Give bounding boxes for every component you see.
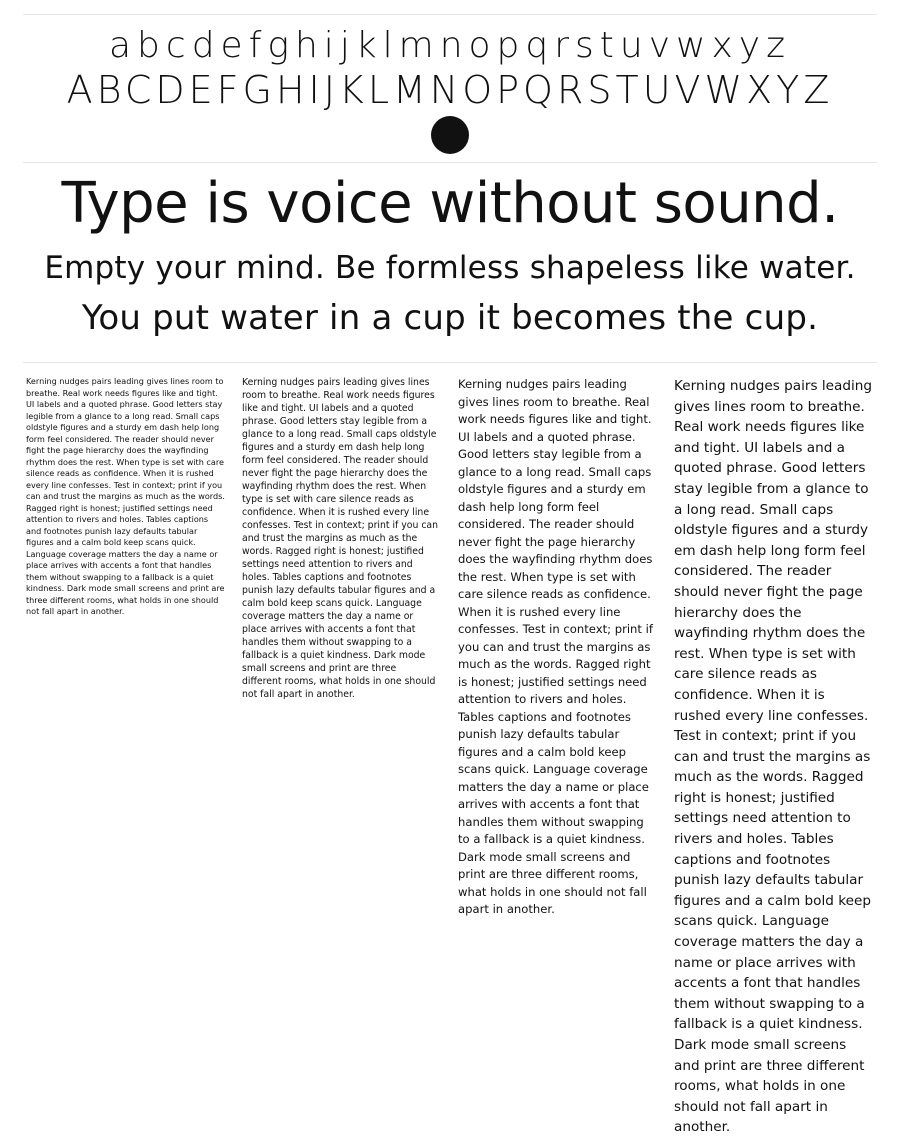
body-text-column-small: Kerning nudges pairs leading gives lines room to breathe. Real work needs figures like and tight. UI labels and a quoted phrase. Good letters stay legible from a glance to a long read. Small caps oldstyle figures and a sturdy em dash help long form feel considered. The reader should never fight the page hierarchy does the wayfinding rhythm does the rest. When type is set with care silence reads as confidence. When it is rushed every line confesses. Test in context; print if you can and trust the margins as much as the words. Ragged right is honest; justified settings need attention to rivers and holes. Tables captions and footnotes punish lazy defaults tabular figures and a calm bold keep scans quick. Language coverage matters the day a name or place arrives with accents a font that handles them without swapping to a fallback is a quiet kindness. Dark mode small screens and print are three different rooms, what holds in one should not fall apart in another. — [26, 376, 225, 616]
display-line-1: Type is voice without sound. — [61, 171, 839, 236]
bullet-dot-icon — [431, 116, 469, 154]
uppercase-alphabet: ABCDEFGHIJKLMNOPQRSTUVWXYZ — [66, 68, 834, 112]
divider-middle — [23, 162, 877, 163]
body-text-column-xlarge: Kerning nudges pairs leading gives lines room to breathe. Real work needs figures like and tight. UI labels and a quoted phrase. Good letters stay legible from a glance to a long read. Small caps oldstyle figures and a sturdy em dash help long form feel considered. The reader should never fight the page hierarchy does the wayfinding rhythm does the rest. When type is set with care silence reads as confidence. When it is rushed every line confesses. Test in context; print if you can and trust the margins as much as the words. Ragged right is honest; justified settings need attention to rivers and holes. Tables captions and footnotes punish lazy defaults tabular figures and a calm bold keep scans quick. Language coverage matters the day a name or place arrives with accents a font that handles them without swapping to a fallback is a quiet kindness. Dark mode small screens and print are three different rooms, what holds in one should not fall apart in another. — [674, 378, 873, 1136]
divider-lower — [23, 362, 877, 363]
display-line-3: You put water in a cup it becomes the cup. — [81, 298, 819, 338]
body-text-column-large: Kerning nudges pairs leading gives lines room to breathe. Real work needs figures like and tight. UI labels and a quoted phrase. Good letters stay legible from a glance to a long read. Small caps oldstyle figures and a sturdy em dash help long form feel considered. The reader should never fight the page hierarchy does the wayfinding rhythm does the rest. When type is set with care silence reads as confidence. When it is rushed every line confesses. Test in context; print if you can and trust the margins as much as the words. Ragged right is honest; justified settings need attention to rivers and holes. Tables captions and footnotes punish lazy defaults tabular figures and a calm bold keep scans quick. Language coverage matters the day a name or place arrives with accents a font that handles them without swapping to a fallback is a quiet kindness. Dark mode small screens and print are three different rooms, what holds in one should not fall apart in another. — [458, 377, 653, 916]
lowercase-alphabet: abcdefghijklmnopqrstuvwxyz — [108, 25, 791, 66]
divider-top — [23, 14, 877, 15]
body-text-columns — [26, 376, 876, 1136]
display-line-2: Empty your mind. Be formless shapeless like water. — [44, 250, 856, 286]
body-text-column-medium: Kerning nudges pairs leading gives lines room to breathe. Real work needs figures like and tight. UI labels and a quoted phrase. Good letters stay legible from a glance to a long read. Small caps oldstyle figures and a sturdy em dash help long form feel considered. The reader should never fight the page hierarchy does the wayfinding rhythm does the rest. When type is set with care silence reads as confidence. When it is rushed every line confesses. Test in context; print if you can and trust the margins as much as the words. Ragged right is honest; justified settings need attention to rivers and holes. Tables captions and footnotes punish lazy defaults tabular figures and a calm bold keep scans quick. Language coverage matters the day a name or place arrives with accents a font that handles them without swapping to a fallback is a quiet kindness. Dark mode small screens and print are three different rooms, what holds in one should not fall apart in another. — [242, 377, 439, 700]
